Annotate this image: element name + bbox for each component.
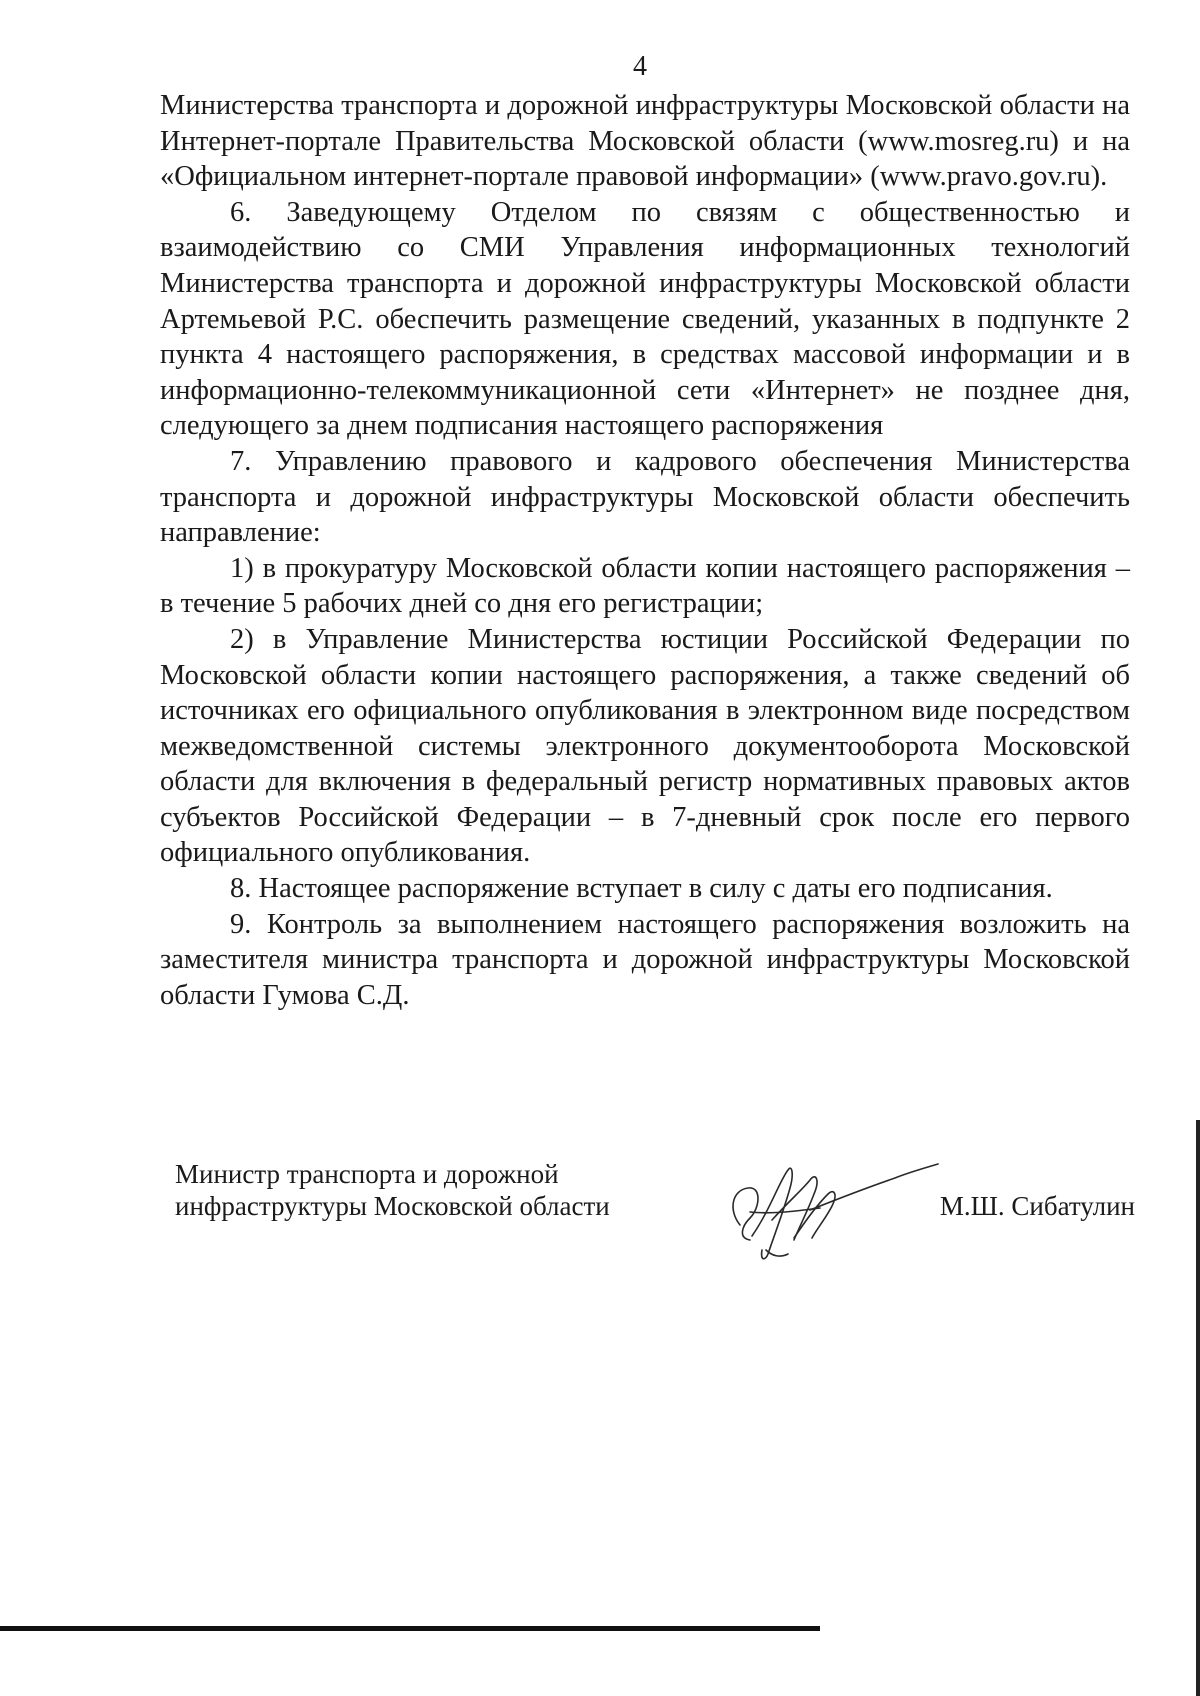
paragraph-continuation: Министерства транспорта и дорожной инфраструктуры Московской области на Интернет-портале Правительства Московской области (www.mosreg.ru) и на «Официальном интернет-портале правовой информации» (www.pravo.gov.ru). (160, 90, 1130, 193)
paragraph-item-7: 7. Управлению правового и кадрового обеспечения Министерства транспорта и дорожной инфраструктуры Московской области обеспечить направление: (160, 445, 1130, 549)
scan-border-line (0, 1626, 820, 1631)
paragraph-subitem-2: 2) в Управление Министерства юстиции Российской Федерации по Московской области копии настоящего распоряжения, а также сведений об источниках его официального опубликования в электронном виде посредством межведомственной системы электронного документооборота Московской области для включения в федеральный регистр нормативных правовых актов субъектов Российской Федерации – в 7-дневный срок после его первого официального опубликования. (160, 623, 1130, 869)
signatory-name: М.Ш. Сибатулин (939, 1191, 1135, 1221)
paragraph-subitem-1: 1) в прокуратуру Московской области копии настоящего распоряжения – в течение 5 рабочих дней со дня его регистрации; (160, 552, 1130, 620)
paragraph-item-9: 9. Контроль за выполнением настоящего распоряжения возложить на заместителя министра транспорта и дорожной инфраструктуры Московской области Гумова С.Д. (160, 908, 1130, 1011)
document-body (160, 88, 1130, 1013)
signatory-position-line: инфраструктуры Московской области (175, 1191, 610, 1221)
page-number: 4 (633, 51, 647, 82)
signatory-position (175, 1158, 635, 1222)
paragraph-item-8: 8. Настоящее распоряжение вступает в силу с даты его подписания. (230, 873, 1053, 905)
signatory-position-line: Министр транспорта и дорожной (175, 1159, 559, 1189)
scan-edge-line (1196, 1120, 1200, 1696)
paragraph-item-6: 6. Заведующему Отделом по связям с общественностью и взаимодействию со СМИ Управления информационных технологий Министерства транспорта и дорожной инфраструктуры Московской области Артемьевой Р.С. обеспечить размещение сведений, указанных в подпункте 2 пункта 4 настоящего распоряжения, в средствах массовой информации и в информационно-телекоммуникационной сети «Интернет» не позднее дня, следующего за днем подписания настоящего распоряжения (160, 196, 1130, 442)
signature-block (175, 1150, 1135, 1280)
handwritten-signature (710, 1150, 940, 1270)
